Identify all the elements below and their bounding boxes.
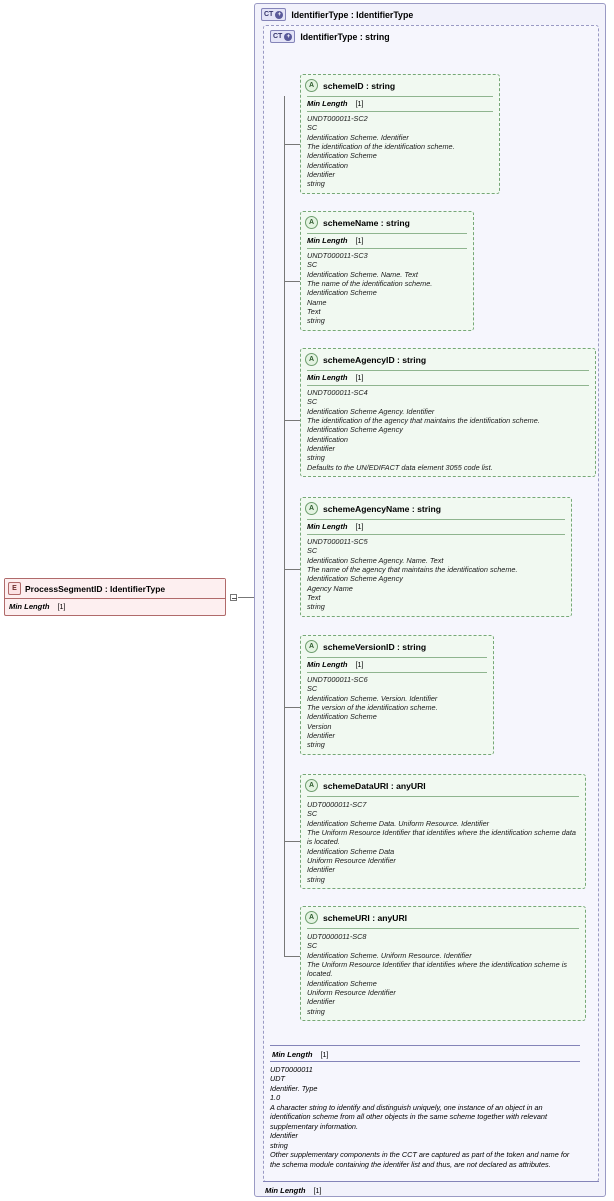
attribute-icon: A xyxy=(305,79,318,92)
attribute-schemeuri-doc xyxy=(301,929,585,1020)
doc-line: Identification Scheme xyxy=(307,712,377,722)
doc-line: SC xyxy=(307,809,318,819)
attribute-schemedatauri-doc xyxy=(301,797,585,888)
attribute-schemeagencyname[interactable] xyxy=(300,497,572,617)
doc-line: Identification Scheme. Uniform Resource. Identifier xyxy=(307,950,472,960)
attribute-schemeagencyid-header xyxy=(301,349,595,370)
doc-line: Identification xyxy=(307,434,348,444)
doc-line: Identification Scheme Agency xyxy=(307,574,403,584)
doc-line: The version of the identification scheme. xyxy=(307,702,438,712)
facet-name: Min Length xyxy=(272,1050,313,1059)
connector-element-to-type xyxy=(238,597,254,598)
attribute-schemeid-header xyxy=(301,75,499,96)
doc-line: Identification Scheme Data xyxy=(307,846,395,856)
attribute-schemeuri[interactable] xyxy=(300,906,586,1021)
doc-line: Identification Scheme xyxy=(307,151,377,161)
attribute-icon: A xyxy=(305,911,318,924)
facet-name: Min Length xyxy=(307,99,348,108)
doc-line: UNDT000011-SC4 xyxy=(307,388,368,397)
complextype-inner-facet-block xyxy=(270,1045,580,1169)
element-body xyxy=(5,599,225,615)
doc-line: string xyxy=(307,874,325,884)
attribute-schemename-facet xyxy=(301,234,473,247)
connector-attr-5 xyxy=(284,707,300,708)
doc-line: Text xyxy=(307,306,321,316)
doc-line: The name of the identification scheme. xyxy=(307,278,433,288)
doc-line: Uniform Resource Identifier xyxy=(307,987,396,997)
doc-line: UDT xyxy=(270,1074,285,1084)
complextype-title: IdentifierType : IdentifierType xyxy=(291,9,414,20)
doc-line: Version xyxy=(307,721,332,731)
attribute-icon: A xyxy=(305,640,318,653)
doc-line: Identifier xyxy=(307,443,335,453)
facet-card: [1] xyxy=(313,1186,322,1195)
doc-line: UNDT000011-SC2 xyxy=(307,114,368,123)
divider xyxy=(307,385,589,386)
attribute-schemeagencyid-doc xyxy=(301,388,595,476)
complextype-icon xyxy=(261,8,286,21)
complextype-inner-facet xyxy=(270,1048,580,1060)
doc-line: Identification Scheme. Version. Identifier xyxy=(307,693,438,703)
doc-line: UNDT000011-SC6 xyxy=(307,675,368,684)
facet-name: Min Length xyxy=(307,373,348,382)
facet-card: [1] xyxy=(355,99,364,108)
attribute-schemeagencyid-facet xyxy=(301,371,595,384)
attribute-schemeagencyid-title: schemeAgencyID : string xyxy=(323,354,427,365)
attribute-schemeuri-title: schemeURI : anyURI xyxy=(323,912,408,923)
doc-line: UDT0000011 xyxy=(270,1065,313,1074)
facet-card: [1] xyxy=(355,373,364,382)
doc-line: UDT0000011-SC7 xyxy=(307,800,367,809)
attribute-schemeagencyname-doc xyxy=(301,537,571,616)
divider xyxy=(307,534,565,535)
expand-toggle[interactable] xyxy=(230,594,237,601)
attribute-schemeversionid[interactable] xyxy=(300,635,494,755)
attribute-icon: A xyxy=(305,779,318,792)
doc-line: Identifier xyxy=(307,997,335,1007)
doc-line: The identification of the agency that maintains the identification scheme. xyxy=(307,415,540,425)
attribute-schemeagencyid[interactable] xyxy=(300,348,596,477)
attribute-schemename-title: schemeName : string xyxy=(323,217,410,228)
attribute-schemeversionid-header xyxy=(301,636,493,657)
doc-line: Identifier. Type xyxy=(270,1083,318,1093)
element-title: ProcessSegmentID : IdentifierType xyxy=(25,583,166,594)
doc-line: UNDT000011-SC5 xyxy=(307,537,368,546)
doc-line: Name xyxy=(307,297,327,307)
doc-line: string xyxy=(307,602,325,612)
doc-line: Identifier xyxy=(307,730,335,740)
doc-line: Identification Scheme Agency xyxy=(307,425,403,435)
facet-name: Min Length xyxy=(307,522,348,531)
attribute-icon: A xyxy=(305,216,318,229)
facet-card: [1] xyxy=(355,660,364,669)
doc-line: Other supplementary components in the CCT are captured as part of the token and name for the schema module containing the identifer list and thus, are not declared as attributes. xyxy=(270,1150,570,1169)
doc-line: The Uniform Resource Identifier that identifies where the identification scheme data is located. xyxy=(307,827,576,847)
attribute-schemeversionid-title: schemeVersionID : string xyxy=(323,641,427,652)
complextype-inner-header xyxy=(264,26,598,45)
doc-line: The name of the agency that maintains the identification scheme. xyxy=(307,564,518,574)
attribute-spine xyxy=(284,96,285,956)
element-header xyxy=(5,579,225,599)
doc-line: Identification xyxy=(307,160,348,170)
attribute-schemeagencyname-title: schemeAgencyName : string xyxy=(323,503,441,514)
doc-line: The Uniform Resource Identifier that identifies where the identification scheme is located. xyxy=(307,959,567,979)
element-icon: E xyxy=(8,582,21,595)
attribute-schemeid-doc xyxy=(301,114,499,193)
attribute-schemeversionid-doc xyxy=(301,675,493,754)
doc-line: SC xyxy=(307,684,318,694)
doc-line: SC xyxy=(307,941,318,951)
attribute-schemedatauri-title: schemeDataURI : anyURI xyxy=(323,780,426,791)
attribute-schemename[interactable] xyxy=(300,211,474,331)
facet-card: [1] xyxy=(355,522,364,531)
facet-card: [1] xyxy=(320,1050,329,1059)
doc-line: string xyxy=(307,740,325,750)
complextype-inner-identifiertype-string[interactable] xyxy=(263,25,599,1182)
connector-attr-4 xyxy=(284,569,300,570)
doc-line: SC xyxy=(307,260,318,270)
complextype-inner-title: IdentifierType : string xyxy=(300,31,390,42)
complextype-header xyxy=(255,4,605,24)
doc-line: Agency Name xyxy=(307,583,353,593)
complextype-facet xyxy=(263,1184,599,1196)
complextype-facet-block xyxy=(263,1181,599,1196)
doc-line: string xyxy=(307,1006,325,1016)
attribute-schemeagencyname-header xyxy=(301,498,571,519)
complextype-identifiertype[interactable] xyxy=(254,3,606,1197)
doc-line: 1.0 xyxy=(270,1093,281,1103)
divider xyxy=(270,1061,580,1062)
doc-line: Defaults to the UN/EDIFACT data element 3055 code list. xyxy=(307,462,493,472)
connector-attr-2 xyxy=(284,281,300,282)
doc-line: Identifier xyxy=(307,865,335,875)
element-facet-card: [1] xyxy=(57,602,66,611)
connector-attr-7 xyxy=(284,956,300,957)
divider xyxy=(307,111,493,112)
doc-line: UNDT000011-SC3 xyxy=(307,251,368,260)
divider xyxy=(307,248,467,249)
doc-line: Identification Scheme Agency. Identifier xyxy=(307,406,435,416)
complextype-inner-icon-label: CT xyxy=(273,33,283,40)
attribute-schemeversionid-facet xyxy=(301,658,493,671)
element-process-segment-id[interactable] xyxy=(4,578,226,616)
facet-name: Min Length xyxy=(307,236,348,245)
doc-line: string xyxy=(270,1140,288,1150)
attribute-schemedatauri-header xyxy=(301,775,585,796)
doc-line: SC xyxy=(307,546,318,556)
doc-line: A character string to identify and distinguish uniquely, one instance of an object in an identification scheme from all other objects in the same scheme together with relevant supplementary information. xyxy=(270,1102,548,1131)
connector-attr-3 xyxy=(284,420,300,421)
attribute-icon: A xyxy=(305,353,318,366)
attribute-schemename-header xyxy=(301,212,473,233)
doc-line: Identification Scheme Data. Uniform Resource. Identifier xyxy=(307,818,490,828)
complextype-inner-doc xyxy=(270,1064,580,1169)
facet-name: Min Length xyxy=(265,1186,306,1195)
doc-line: string xyxy=(307,179,325,189)
attribute-schemename-doc xyxy=(301,251,473,330)
complextype-icon-label: CT xyxy=(264,11,274,18)
doc-line: Identifier xyxy=(307,169,335,179)
doc-line: Uniform Resource Identifier xyxy=(307,855,396,865)
doc-line: Identification Scheme xyxy=(307,288,377,298)
expand-plus-icon[interactable]: + xyxy=(275,11,283,19)
element-facet-name: Min Length xyxy=(9,602,50,611)
doc-line: string xyxy=(307,316,325,326)
attribute-schemeid-facet xyxy=(301,97,499,110)
doc-line: string xyxy=(307,453,325,463)
doc-line: The identification of the identification scheme. xyxy=(307,141,455,151)
doc-line: SC xyxy=(307,397,318,407)
attribute-schemeagencyname-facet xyxy=(301,520,571,533)
attribute-schemeuri-header xyxy=(301,907,585,928)
doc-line: Identifier xyxy=(270,1131,298,1141)
attribute-schemedatauri[interactable] xyxy=(300,774,586,889)
expand-plus-icon-inner[interactable]: + xyxy=(284,33,292,41)
doc-line: Identification Scheme Agency. Name. Text xyxy=(307,555,444,565)
doc-line: Identification Scheme xyxy=(307,978,377,988)
element-facet xyxy=(9,601,221,612)
doc-line: SC xyxy=(307,123,318,133)
divider xyxy=(307,672,487,673)
attribute-icon: A xyxy=(305,502,318,515)
doc-line: Identification Scheme. Identifier xyxy=(307,132,409,142)
doc-line: Text xyxy=(307,592,321,602)
doc-line: Identification Scheme. Name. Text xyxy=(307,269,418,279)
complextype-inner-icon xyxy=(270,30,295,43)
facet-card: [1] xyxy=(355,236,364,245)
connector-attr-6 xyxy=(284,841,300,842)
attribute-schemeid[interactable] xyxy=(300,74,500,194)
connector-attr-1 xyxy=(284,144,300,145)
doc-line: UDT0000011-SC8 xyxy=(307,932,367,941)
attribute-schemeid-title: schemeID : string xyxy=(323,80,396,91)
facet-name: Min Length xyxy=(307,660,348,669)
